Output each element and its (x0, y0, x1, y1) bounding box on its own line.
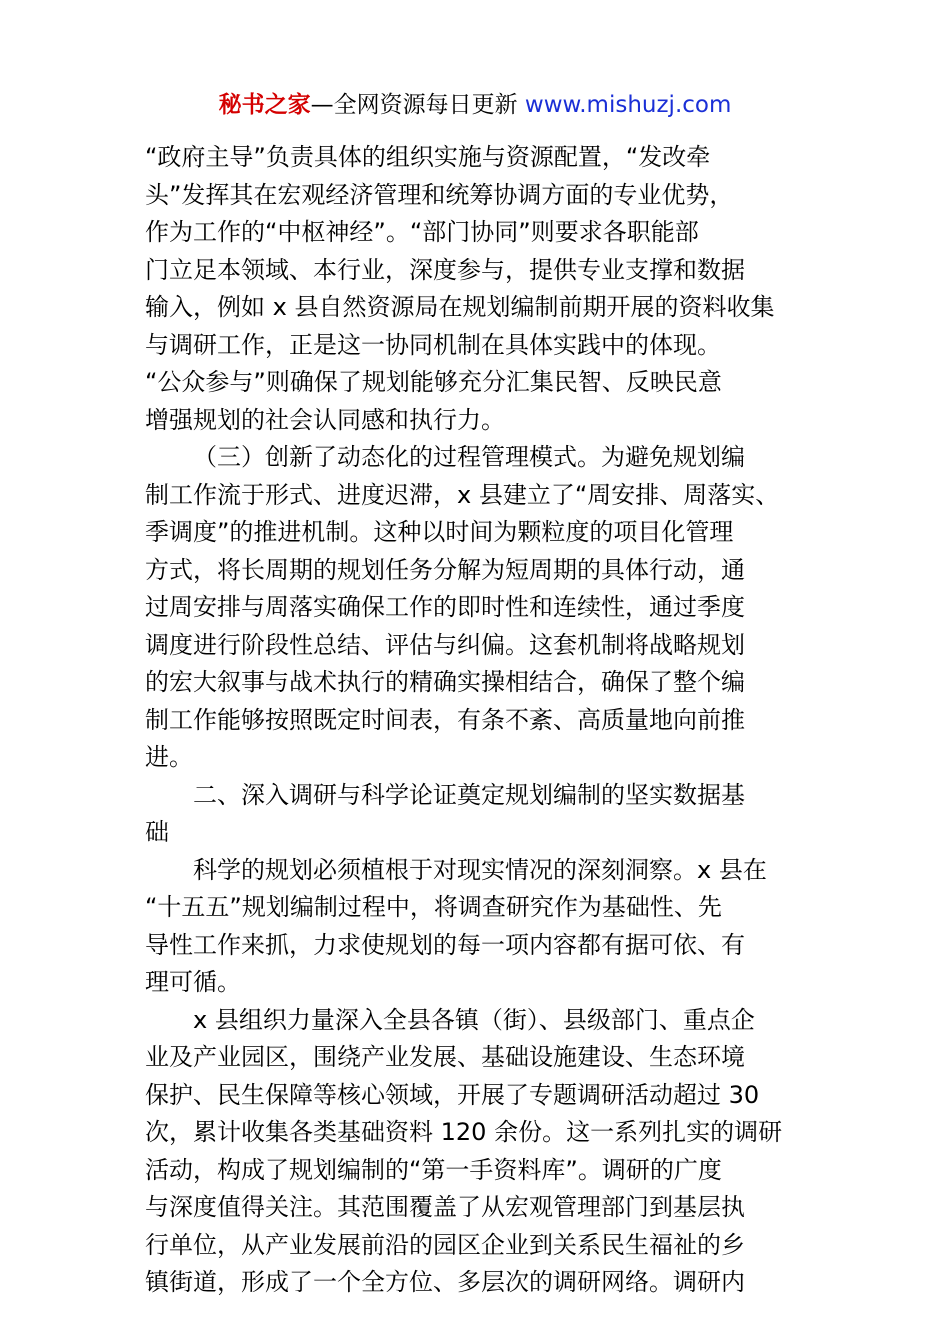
text-line: 增强规划的社会认同感和执行力。 (145, 405, 505, 434)
text-line: “政府主导”负责具体的组织实施与资源配置，“发改牵 (145, 143, 711, 171)
document-body (145, 139, 810, 1302)
text-line: 与深度值得关注。其范围覆盖了从宏观管理部门到基层执 (145, 1193, 745, 1221)
text-line: 镇街道，形成了一个全方位、多层次的调研网络。调研内 (145, 1268, 745, 1296)
text-line: 础 (145, 818, 169, 846)
text-line: 保护、民生保障等核心领域，开展了专题调研活动超过 30 (145, 1080, 760, 1109)
text-line: 业及产业园区，围绕产业发展、基础设施建设、生态环境 (145, 1043, 745, 1071)
text-line: 与调研工作，正是这一协同机制在具体实践中的体现。 (145, 330, 721, 359)
text-line: 科学的规划必须植根于对现实情况的深刻洞察。x 县在 (193, 855, 767, 884)
text-line: 季调度”的推进机制。这种以时间为颗粒度的项目化管理 (145, 518, 734, 546)
text-line: “十五五”规划编制过程中，将调查研究作为基础性、先 (145, 893, 722, 921)
text-line: 作为工作的“中枢神经”。“部门协同”则要求各职能部 (145, 218, 699, 246)
text-line: 制工作流于形式、进度迟滞，x 县建立了“周安排、周落实、 (145, 480, 780, 509)
text-line: （三）创新了动态化的过程管理模式。为避免规划编 (193, 443, 745, 471)
text-line: 头”发挥其在宏观经济管理和统筹协调方面的专业优势， (145, 180, 734, 209)
text-line: 活动，构成了规划编制的“第一手资料库”。调研的广度 (145, 1155, 722, 1184)
text-line: 行单位，从产业发展前沿的园区企业到关系民生福祉的乡 (145, 1230, 745, 1259)
text-line: 导性工作来抓，力求使规划的每一项内容都有据可依、有 (145, 930, 745, 959)
text-line: 二、深入调研与科学论证奠定规划编制的坚实数据基 (193, 780, 745, 809)
text-line: 制工作能够按照既定时间表，有条不紊、高质量地向前推 (145, 705, 745, 734)
text-line: 的宏大叙事与战术执行的精确实操相结合，确保了整个编 (145, 668, 745, 696)
text-line: 理可循。 (145, 968, 241, 996)
text-line: x 县组织力量深入全县各镇（街）、县级部门、重点企 (193, 1005, 755, 1034)
text-line: 门立足本领域、本行业，深度参与，提供专业支撑和数据 (145, 255, 745, 284)
text-line: 调度进行阶段性总结、评估与纠偏。这套机制将战略规划 (145, 630, 745, 659)
text-line: “公众参与”则确保了规划能够充分汇集民智、反映民意 (145, 368, 722, 396)
text-line: 次，累计收集各类基础资料 120 余份。这一系列扎实的调研 (145, 1118, 783, 1146)
site-url-link[interactable]: www.mishuzj.com (524, 92, 732, 118)
site-tagline: —全网资源每日更新 (310, 92, 525, 118)
text-line: 方式，将长周期的规划任务分解为短周期的具体行动，通 (145, 555, 745, 584)
text-line: 进。 (145, 743, 193, 771)
site-header (0, 88, 950, 122)
text-line: 输入，例如 x 县自然资源局在规划编制前期开展的资料收集 (145, 293, 775, 321)
text-line: 过周安排与周落实确保工作的即时性和连续性，通过季度 (145, 593, 745, 621)
site-brand: 秘书之家 (218, 92, 311, 118)
